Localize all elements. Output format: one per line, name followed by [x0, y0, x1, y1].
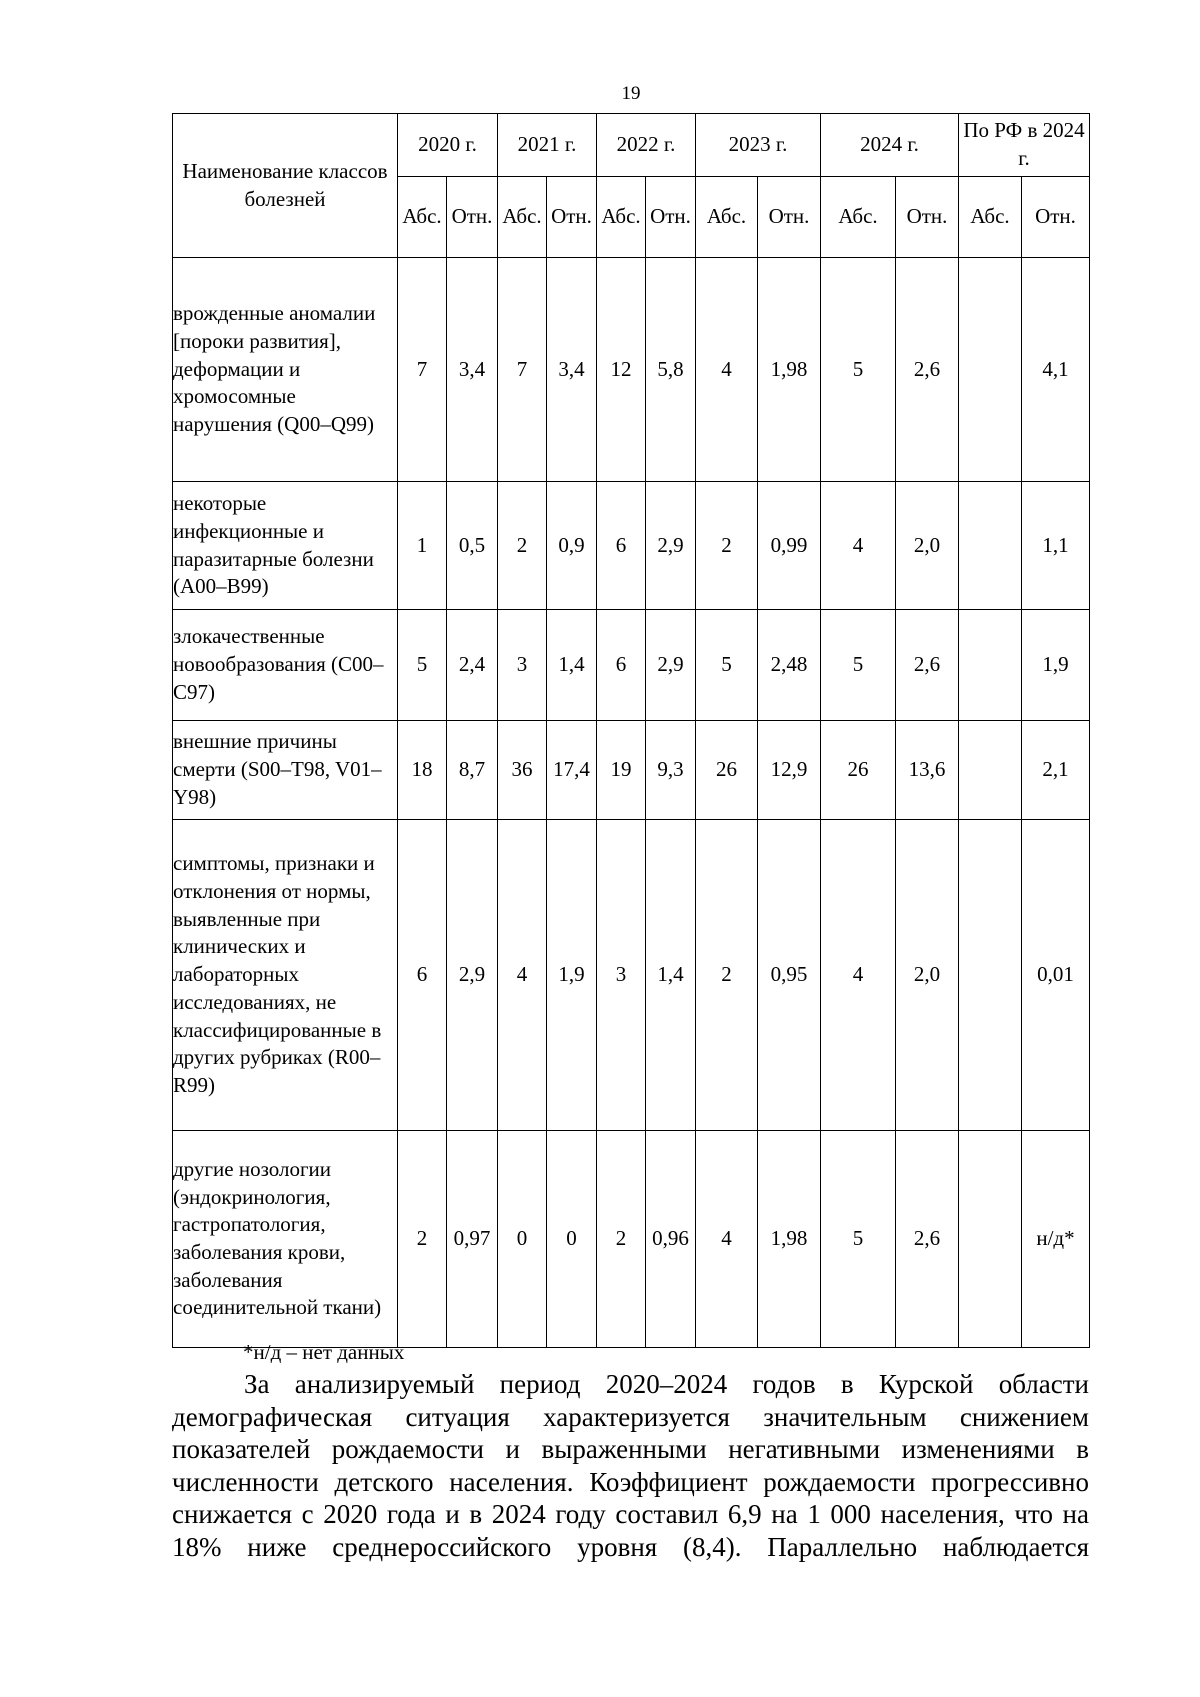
- abs-value-cell: 6: [398, 820, 447, 1131]
- sub-header-rel: Отн.: [896, 177, 959, 258]
- abs-value-cell: 5: [821, 1131, 896, 1348]
- rf-rel-cell: 0,01: [1022, 820, 1090, 1131]
- paragraph-line: снижается с 2020 года и в 2024 году составил 6,9 на 1 000 населения, что на: [172, 1499, 1089, 1529]
- rel-value-cell: 13,6: [896, 721, 959, 820]
- table-row: [173, 820, 1090, 1131]
- year-header: 2024 г.: [821, 114, 959, 177]
- body-paragraph: [172, 1368, 1089, 1563]
- rel-value-cell: 3,4: [547, 258, 597, 482]
- table-row: [173, 1131, 1090, 1348]
- rel-value-cell: 9,3: [646, 721, 696, 820]
- abs-value-cell: 2: [597, 1131, 646, 1348]
- abs-value-cell: 4: [696, 1131, 758, 1348]
- rel-value-cell: 1,98: [758, 258, 821, 482]
- abs-value-cell: 19: [597, 721, 646, 820]
- paragraph-line: За анализируемый период 2020–2024 годов в Курской области: [244, 1369, 1089, 1399]
- sub-header-rel: Отн.: [758, 177, 821, 258]
- disease-class-name: некоторые инфекционные и паразитарные болезни (A00–B99): [173, 482, 398, 610]
- rel-value-cell: 2,48: [758, 610, 821, 721]
- sub-header-abs: Абс.: [959, 177, 1022, 258]
- disease-class-name: врожденные аномалии [пороки развития], деформации и хромосомные нарушения (Q00–Q99): [173, 258, 398, 482]
- rel-value-cell: 0,5: [447, 482, 498, 610]
- rf-abs-cell: [959, 820, 1022, 1131]
- rel-value-cell: 0,99: [758, 482, 821, 610]
- rel-value-cell: 0: [547, 1131, 597, 1348]
- year-header: 2022 г.: [597, 114, 696, 177]
- sub-header-abs: Абс.: [398, 177, 447, 258]
- abs-value-cell: 26: [821, 721, 896, 820]
- rel-value-cell: 3,4: [447, 258, 498, 482]
- rel-value-cell: 8,7: [447, 721, 498, 820]
- rel-value-cell: 5,8: [646, 258, 696, 482]
- rel-value-cell: 17,4: [547, 721, 597, 820]
- disease-class-name: злокачественные новообразования (C00–C97): [173, 610, 398, 721]
- rel-value-cell: 1,4: [547, 610, 597, 721]
- rel-value-cell: 1,4: [646, 820, 696, 1131]
- sub-header-rel: Отн.: [646, 177, 696, 258]
- abs-value-cell: 7: [398, 258, 447, 482]
- abs-value-cell: 5: [398, 610, 447, 721]
- abs-value-cell: 36: [498, 721, 547, 820]
- abs-value-cell: 4: [696, 258, 758, 482]
- sub-header-abs: Абс.: [821, 177, 896, 258]
- sub-header-rel: Отн.: [447, 177, 498, 258]
- abs-value-cell: 2: [696, 482, 758, 610]
- rel-value-cell: 12,9: [758, 721, 821, 820]
- year-header: 2021 г.: [498, 114, 597, 177]
- rf-rel-cell: 1,9: [1022, 610, 1090, 721]
- name-header: Наименование классов болезней: [173, 114, 398, 258]
- rel-value-cell: 2,6: [896, 258, 959, 482]
- rf-rel-cell: 1,1: [1022, 482, 1090, 610]
- paragraph-line: демографическая ситуация характеризуется значительным снижением: [172, 1401, 1089, 1432]
- rf-abs-cell: [959, 721, 1022, 820]
- abs-value-cell: 4: [821, 820, 896, 1131]
- mortality-table: [172, 113, 1090, 1348]
- rel-value-cell: 2,6: [896, 610, 959, 721]
- abs-value-cell: 2: [696, 820, 758, 1131]
- rf-abs-cell: [959, 482, 1022, 610]
- rel-value-cell: 0,9: [547, 482, 597, 610]
- rel-value-cell: 0,96: [646, 1131, 696, 1348]
- table-row: [173, 610, 1090, 721]
- abs-value-cell: 4: [498, 820, 547, 1131]
- year-header: 2020 г.: [398, 114, 498, 177]
- rel-value-cell: 1,98: [758, 1131, 821, 1348]
- abs-value-cell: 3: [597, 820, 646, 1131]
- rf-rel-cell: 2,1: [1022, 721, 1090, 820]
- abs-value-cell: 7: [498, 258, 547, 482]
- rel-value-cell: 2,0: [896, 820, 959, 1131]
- footnote: *н/д – нет данных: [243, 1340, 405, 1364]
- paragraph-line: численности детского населения. Коэффициент рождаемости прогрессивно: [172, 1466, 1089, 1497]
- table-row: [173, 721, 1090, 820]
- sub-header-rel: Отн.: [547, 177, 597, 258]
- abs-value-cell: 6: [597, 482, 646, 610]
- year-header-row: [173, 114, 1090, 177]
- paragraph-line: показателей рождаемости и выраженными негативными изменениями в: [172, 1434, 1089, 1464]
- abs-value-cell: 12: [597, 258, 646, 482]
- sub-header-rel: Отн.: [1022, 177, 1090, 258]
- abs-value-cell: 5: [821, 610, 896, 721]
- rf-rel-cell: н/д*: [1022, 1131, 1090, 1348]
- abs-value-cell: 26: [696, 721, 758, 820]
- rf-abs-cell: [959, 1131, 1022, 1348]
- year-header: 2023 г.: [696, 114, 821, 177]
- disease-class-name: другие нозологии (эндокринология, гастропатология, заболевания крови, заболевания соединительной ткани): [173, 1131, 398, 1348]
- rel-value-cell: 2,9: [646, 482, 696, 610]
- abs-value-cell: 1: [398, 482, 447, 610]
- sub-header-abs: Абс.: [498, 177, 547, 258]
- table-body: [173, 258, 1090, 1348]
- rf-rel-cell: 4,1: [1022, 258, 1090, 482]
- rel-value-cell: 2,0: [896, 482, 959, 610]
- rf-abs-cell: [959, 258, 1022, 482]
- table-row: [173, 482, 1090, 610]
- disease-class-name: внешние причины смерти (S00–T98, V01–Y98): [173, 721, 398, 820]
- abs-value-cell: 6: [597, 610, 646, 721]
- rel-value-cell: 2,4: [447, 610, 498, 721]
- paragraph-line: 18% ниже среднероссийского уровня (8,4). Параллельно наблюдается: [172, 1531, 1089, 1562]
- sub-header-abs: Абс.: [597, 177, 646, 258]
- table-row: [173, 258, 1090, 482]
- rel-value-cell: 2,9: [447, 820, 498, 1131]
- abs-value-cell: 2: [398, 1131, 447, 1348]
- year-header-rf: По РФ в 2024 г.: [959, 114, 1090, 177]
- disease-class-name: симптомы, признаки и отклонения от нормы, выявленные при клинических и лабораторных исследованиях, не классифицированные в других рубриках (R00–R99): [173, 820, 398, 1131]
- abs-value-cell: 4: [821, 482, 896, 610]
- rel-value-cell: 0,95: [758, 820, 821, 1131]
- abs-value-cell: 2: [498, 482, 547, 610]
- rel-value-cell: 2,9: [646, 610, 696, 721]
- abs-value-cell: 3: [498, 610, 547, 721]
- rel-value-cell: 0,97: [447, 1131, 498, 1348]
- abs-value-cell: 5: [696, 610, 758, 721]
- abs-value-cell: 5: [821, 258, 896, 482]
- abs-value-cell: 0: [498, 1131, 547, 1348]
- rf-abs-cell: [959, 610, 1022, 721]
- rel-value-cell: 2,6: [896, 1131, 959, 1348]
- rel-value-cell: 1,9: [547, 820, 597, 1131]
- abs-value-cell: 18: [398, 721, 447, 820]
- page-number: 19: [621, 83, 641, 104]
- sub-header-abs: Абс.: [696, 177, 758, 258]
